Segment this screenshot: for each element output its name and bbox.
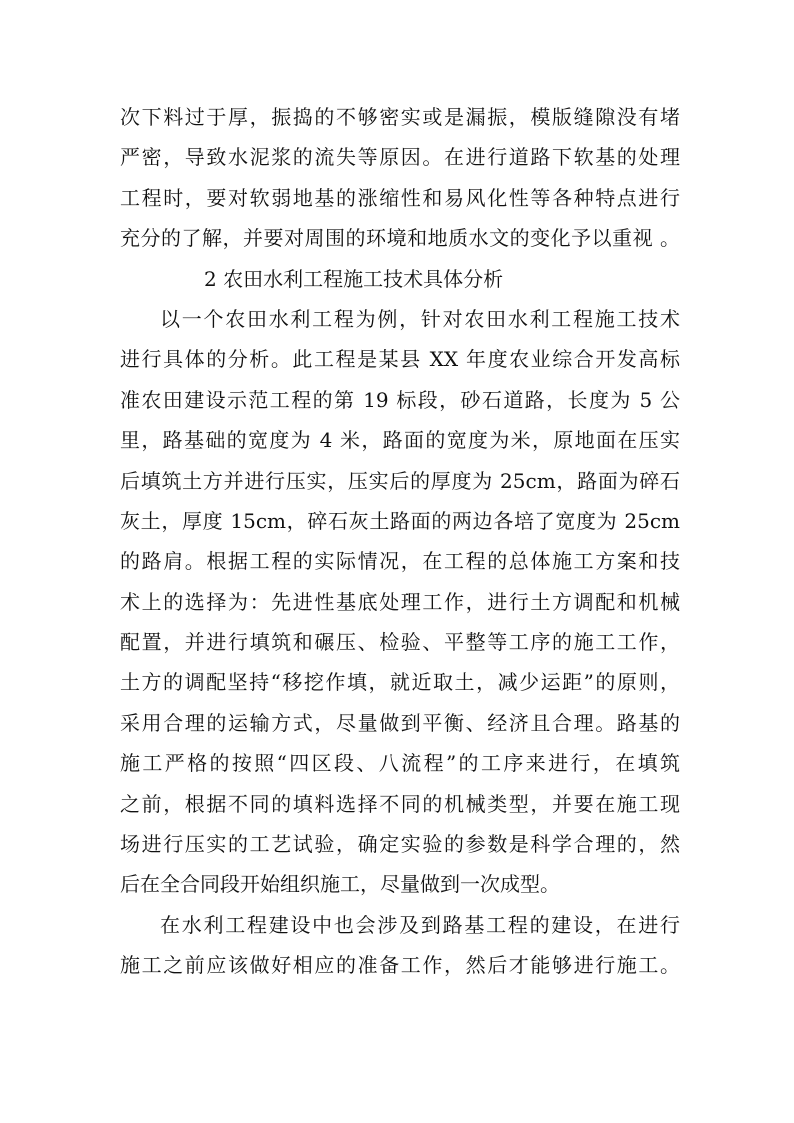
text-line: 工程时，要对软弱地基的涨缩性和易风化性等各种特点进行 [120, 185, 680, 210]
text-line: 后填筑土方并进行压实，压实后的厚度为 25cm，路面为碎石 [120, 468, 680, 493]
text-line: 准农田建设示范工程的第 19 标段，砂石道路，长度为 5 公 [120, 387, 680, 412]
text-line: 后在全合同段开始组织施工，尽量做到一次成型。 [120, 872, 560, 897]
text-line: 场进行压实的工艺试验，确定实验的参数是科学合理的，然 [120, 832, 680, 857]
text-line: 在水利工程建设中也会涉及到路基工程的建设，在进行 [160, 912, 680, 937]
text-line: 施工之前应该做好相应的准备工作，然后才能够进行施工。 [120, 953, 680, 978]
text-line: 术上的选择为：先进性基底处理工作，进行土方调配和机械 [120, 589, 680, 614]
text-line: 严密，导致水泥浆的流失等原因。在进行道路下软基的处理 [120, 145, 680, 170]
text-line: 里，路基础的宽度为 4 米，路面的宽度为米，原地面在压实 [120, 428, 680, 453]
section-heading: 2 农田水利工程施工技术具体分析 [204, 266, 504, 291]
text-line: 土方的调配坚持“移挖作填，就近取土，减少运距”的原则， [120, 670, 680, 695]
text-line: 施工严格的按照“四区段、八流程”的工序来进行，在填筑 [120, 751, 680, 776]
body-text [120, 97, 680, 986]
text-line: 之前，根据不同的填料选择不同的机械类型，并要在施工现 [120, 791, 680, 816]
text-line: 灰土，厚度 15cm，碎石灰土路面的两边各培了宽度为 25cm [120, 508, 680, 533]
text-line: 以一个农田水利工程为例，针对农田水利工程施工技术 [160, 306, 680, 331]
paragraph-1 [120, 97, 680, 259]
paragraph-3 [120, 905, 680, 986]
text-line: 的路肩。根据工程的实际情况，在工程的总体施工方案和技 [120, 549, 680, 574]
text-line: 次下料过于厚，振捣的不够密实或是漏振，模版缝隙没有堵 [120, 105, 680, 129]
text-line: 采用合理的运输方式，尽量做到平衡、经济且合理。路基的 [120, 710, 680, 735]
text-line: 进行具体的分析。此工程是某县 XX 年度农业综合开发高标 [120, 347, 680, 372]
text-line: 充分的了解，并要对周围的环境和地质水文的变化予以重视 。 [120, 226, 680, 251]
paragraph-2 [120, 299, 680, 905]
text-line: 配置，并进行填筑和碾压、检验、平整等工序的施工工作， [120, 630, 680, 655]
